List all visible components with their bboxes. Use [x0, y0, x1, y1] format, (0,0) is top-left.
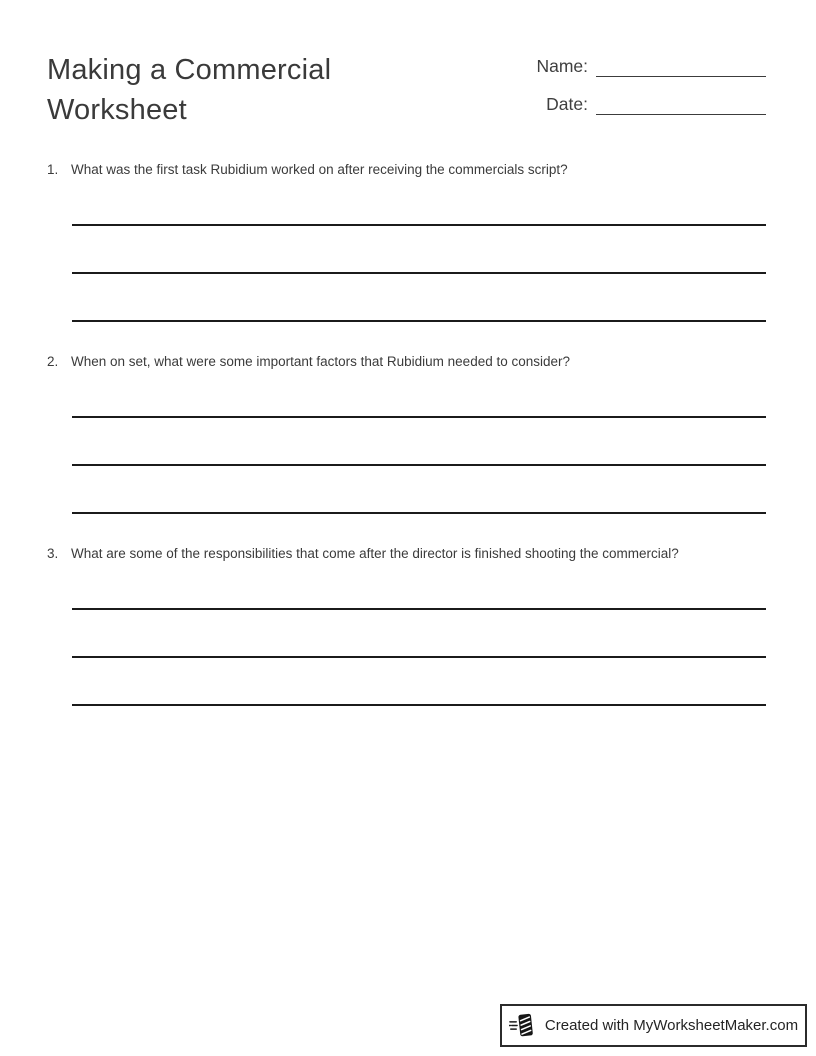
answer-line — [72, 656, 766, 658]
name-date-block — [536, 50, 766, 128]
answer-line — [72, 512, 766, 514]
question-text: When on set, what were some important factors that Rubidium needed to consider? — [71, 354, 571, 369]
name-blank — [596, 55, 766, 77]
date-blank — [596, 93, 766, 115]
answer-line — [72, 608, 766, 610]
question-text: What are some of the responsibilities that come after the director is finished shooting the commercial? — [71, 546, 679, 561]
question-block — [47, 161, 766, 322]
answer-line — [72, 224, 766, 226]
question-number: 2. — [47, 354, 59, 369]
question-row — [47, 545, 766, 562]
question-text: What was the first task Rubidium worked on after receiving the commercials script? — [71, 162, 568, 177]
question-number: 1. — [47, 162, 59, 177]
name-label: Name: — [536, 56, 588, 76]
answer-line — [72, 320, 766, 322]
answer-lines — [72, 608, 766, 706]
creator-badge[interactable] — [500, 1004, 807, 1047]
question-block — [47, 545, 766, 706]
page-title: Making a Commercial Worksheet — [47, 54, 332, 126]
question-row — [47, 353, 766, 370]
date-field-row — [536, 90, 766, 115]
question-block — [47, 353, 766, 514]
creator-credit-text: Created with MyWorksheetMaker.com — [544, 1017, 799, 1034]
answer-line — [72, 464, 766, 466]
answer-line — [72, 416, 766, 418]
date-label: Date: — [546, 94, 588, 114]
question-number: 3. — [47, 546, 59, 561]
answer-line — [72, 272, 766, 274]
name-field-row — [536, 52, 766, 77]
questions-section — [47, 161, 766, 737]
header — [47, 50, 766, 130]
worksheet-maker-logo-icon — [509, 1011, 536, 1040]
question-row — [47, 161, 766, 178]
answer-line — [72, 704, 766, 706]
answer-lines — [72, 224, 766, 322]
answer-lines — [72, 416, 766, 514]
